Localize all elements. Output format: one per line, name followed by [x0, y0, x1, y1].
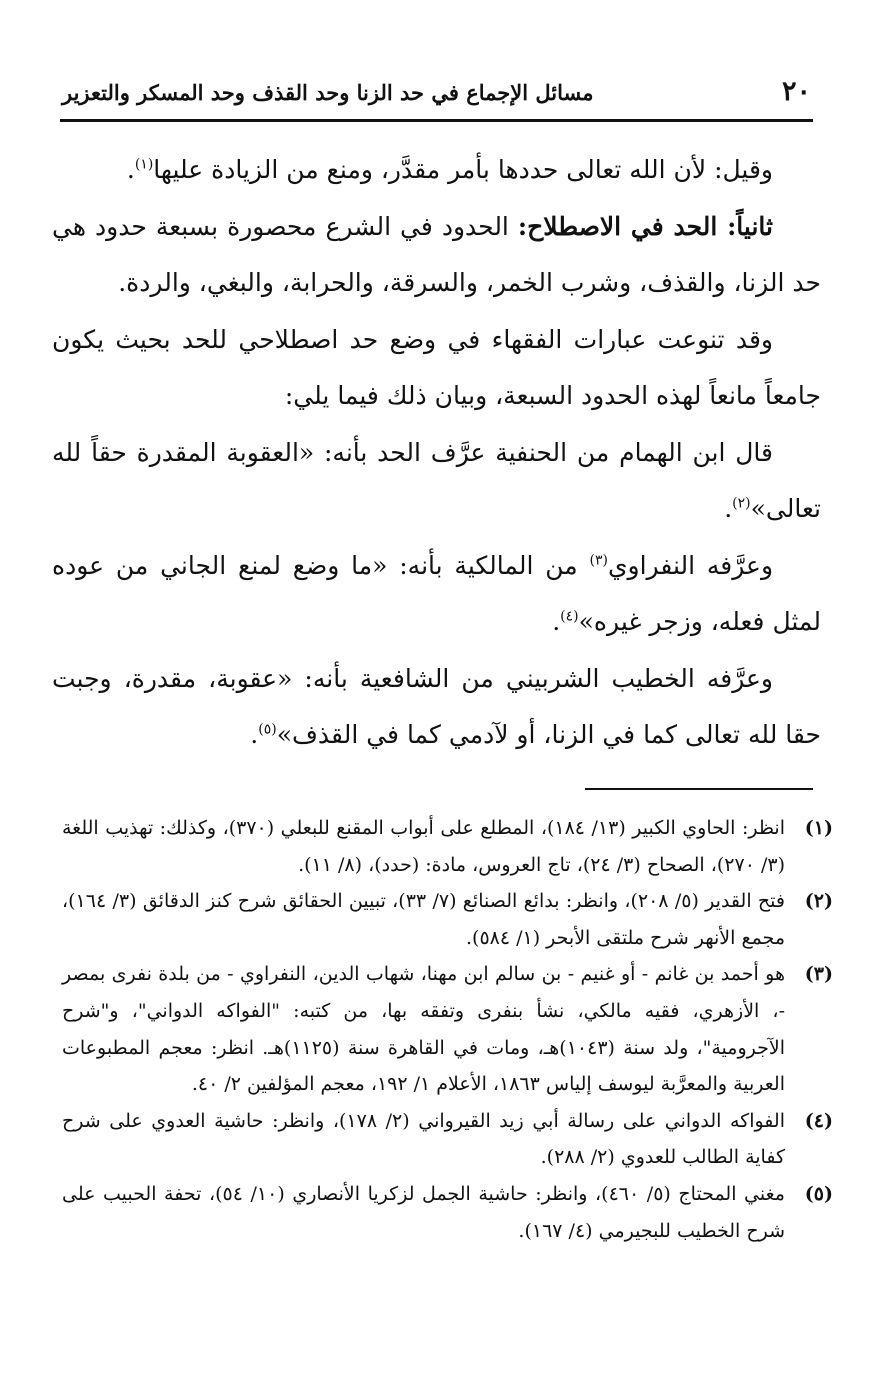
footnote: [62, 810, 833, 883]
paragraph-5-text-a: وعرَّفه النفراوي: [607, 550, 774, 580]
paragraph-2: [52, 199, 821, 312]
paragraph-5-end: .: [552, 607, 561, 636]
paragraph-5: [52, 538, 821, 651]
footnote-ref-4: (٤): [560, 608, 579, 625]
footnote-number: (٣): [804, 963, 833, 986]
footnote-ref-3: (٣): [589, 552, 608, 569]
paragraph-4-text: قال ابن الهمام من الحنفية عرَّف الحد بأنه: «العقوبة المقدرة حقاً لله تعالى»: [52, 437, 821, 523]
footnote: [62, 956, 833, 1102]
paragraph-3-text: وقد تنوعت عبارات الفقهاء في وضع حد اصطلاحي للحد بحيث يكون جامعاً مانعاً لهذه الحدود السبعة، وبيان ذلك فيما يلي:: [52, 324, 821, 410]
footnote-text: هو أحمد بن غانم - أو غنيم - بن سالم ابن مهنا، شهاب الدين، النفراوي - من بلدة نفرى بمصر -، الأزهري، فقيه مالكي، نشأ بنفرى وتفقه بها، من كتبه: "الفواكه الدواني"، و"شرح الآجرومية"، ولد سنة (١٠٤٣)هـ، ومات في القاهرة سنة (١١٢٥)هـ. انظر: معجم المطبوعات العربية والمعرَّبة ليوسف إلياس ١٨٦٣، الأعلام ١/ ١٩٢، معجم المؤلفين ٢/ ٤٠.: [62, 963, 785, 1096]
paragraph-6-end: .: [250, 720, 259, 749]
paragraph-5-text-b: من المالكية بأنه: «ما وضع لمنع الجاني من عوده لمثل فعله، وزجر غيره»: [52, 550, 821, 636]
footnote-number: (١): [804, 817, 833, 839]
header-rule: [60, 119, 813, 122]
footnote-number: (٤): [804, 1109, 833, 1132]
page-number: ٢٠: [781, 76, 811, 107]
paragraph-4: [52, 425, 821, 538]
footnote-separator: [585, 788, 813, 790]
paragraph-2-text: الحدود في الشرع محصورة بسبعة حدود هي حد الزنا، والقذف، وشرب الخمر، والسرقة، والحرابة، والبغي، والردة.: [52, 211, 821, 297]
main-text: [52, 142, 821, 764]
footnote: [62, 1103, 833, 1176]
footnote: [62, 883, 833, 956]
paragraph-3: [52, 312, 821, 425]
footnote-text: فتح القدير (٥/ ٢٠٨)، وانظر: بدائع الصنائع (٧/ ٣٣)، تبيين الحقائق شرح كنز الدقائق (٣/ ١٦٤)، مجمع الأنهر شرح ملتقى الأبحر (١/ ٥٨٤).: [62, 890, 785, 949]
footnote-ref-2: (٢): [732, 495, 751, 512]
page-header: [60, 76, 813, 116]
footnote-number: (٥): [804, 1182, 833, 1205]
paragraph-1-end: .: [126, 155, 135, 184]
running-title: مسائل الإجماع في حد الزنا وحد القذف وحد المسكر والتعزير: [62, 80, 594, 105]
paragraph-6: [52, 651, 821, 764]
footnote-text: مغني المحتاج (٥/ ٤٦٠)، وانظر: حاشية الجمل لزكريا الأنصاري (١٠/ ٥٤)، تحفة الحبيب على شرح الخطيب للبجيرمي (٤/ ١٦٧).: [62, 1182, 785, 1242]
paragraph-6-text: وعرَّفه الخطيب الشربيني من الشافعية بأنه: «عقوبة، مقدرة، وجبت حقا لله تعالى كما في الزنا، أو لآدمي كما في القذف»: [52, 663, 821, 749]
paragraph-1: [52, 142, 821, 199]
paragraph-4-end: .: [724, 494, 733, 523]
footnote: [62, 1176, 833, 1249]
paragraph-1-text: وقيل: لأن الله تعالى حددها بأمر مقدَّر، ومنع من الزيادة عليها: [153, 155, 773, 184]
footnote-ref-1: (١): [134, 156, 154, 173]
section-heading: ثانياً: الحد في الاصطلاح:: [517, 211, 773, 241]
footnotes: [62, 810, 833, 1249]
footnote-text: الفواكه الدواني على رسالة أبي زيد القيرواني (٢/ ١٧٨)، وانظر: حاشية العدوي على شرح كفاية الطالب للعدوي (٢/ ٢٨٨).: [62, 1109, 785, 1169]
footnote-text: انظر: الحاوي الكبير (١٣/ ١٨٤)، المطلع على أبواب المقنع للبعلي (٣٧٠)، وكذلك: تهذيب اللغة (٣/ ٢٧٠)، الصحاح (٣/ ٢٤)، تاج العروس، مادة: (حدد)، (٨/ ١١).: [62, 817, 785, 876]
footnote-ref-5: (٥): [258, 721, 277, 738]
footnote-number: (٢): [804, 890, 833, 913]
